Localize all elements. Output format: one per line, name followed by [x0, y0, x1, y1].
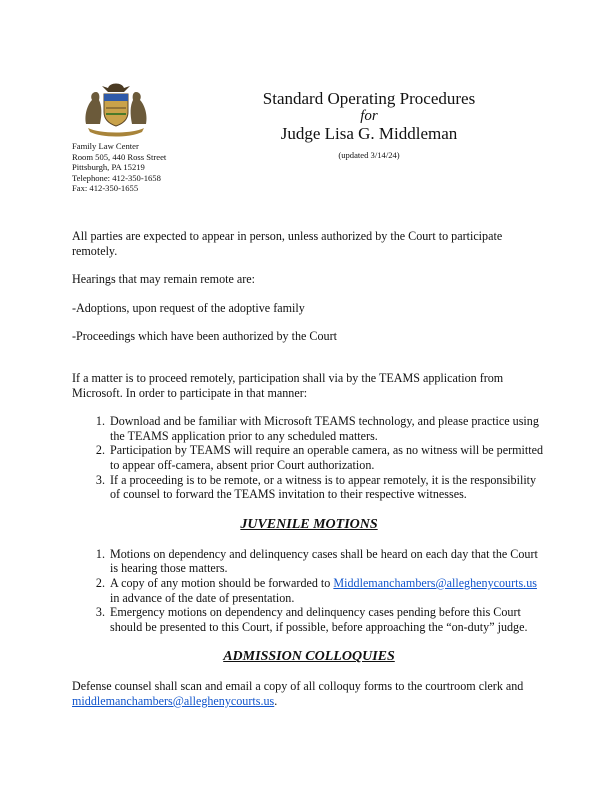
address-line: Fax: 412-350-1655 — [72, 183, 139, 194]
colloquies-paragraph — [72, 679, 546, 708]
paragraph-text: . — [274, 693, 278, 708]
judge-name: Judge Lisa G. Middleman — [280, 124, 458, 143]
chambers-email-link[interactable]: Middlemanchambers@alleghenycourts.us — [333, 575, 537, 590]
address-line: Telephone: 412-350-1658 — [72, 172, 161, 183]
intro-paragraph: -Proceedings which have been authorized by the Court — [72, 329, 337, 344]
juvenile-motions-list — [72, 547, 546, 635]
list-item — [108, 576, 546, 605]
list-item-text: in advance of the date of presentation. — [110, 590, 295, 605]
document-body — [72, 229, 546, 708]
intro-paragraph: All parties are expected to appear in person, unless authorized by the Court to participate remotely. — [72, 229, 503, 258]
title-block — [230, 89, 508, 160]
chambers-email-link[interactable]: middlemanchambers@alleghenycourts.us — [72, 693, 275, 708]
teams-instructions-list — [72, 414, 546, 502]
document-title: Standard Operating Procedures — [262, 89, 476, 108]
list-item: 3. If a proceeding is to be remote, or a witness is to appear remotely, it is the responsibility of counsel to forward the TEAMS invitation to their respective witnesses. — [108, 473, 546, 502]
court-seal-icon — [80, 78, 152, 138]
intro-paragraph: Hearings that may remain remote are: — [72, 272, 256, 287]
juvenile-motions-heading: JUVENILE MOTIONS — [240, 516, 378, 532]
list-item: 1. Download and be familiar with Microsoft TEAMS technology, and please practice using the TEAMS application prior to any scheduled matters. — [108, 414, 546, 443]
address-block — [72, 141, 166, 194]
intro-paragraph: -Adoptions, upon request of the adoptive family — [72, 300, 305, 315]
updated-date: (updated 3/14/24) — [338, 150, 400, 160]
list-item: 1. Motions on dependency and delinquency cases shall be heard on each day that the Court is hearing those matters. — [108, 547, 546, 576]
paragraph-text: Defense counsel shall scan and email a copy of all colloquy forms to the courtroom clerk and — [72, 679, 524, 694]
title-connector: for — [360, 108, 378, 124]
address-line: Room 505, 440 Ross Street — [72, 151, 167, 162]
list-item: 3. Emergency motions on dependency and delinquency cases pending before this Court should be presented to this Court, if possible, before approaching the “on-duty” judge. — [108, 605, 546, 634]
list-item: 2. Participation by TEAMS will require an operable camera, as no witness will be permitted to appear off-camera, absent prior Court authorization. — [108, 443, 546, 472]
admission-colloquies-heading: ADMISSION COLLOQUIES — [223, 649, 395, 665]
intro-paragraph: If a matter is to proceed remotely, participation shall via by the TEAMS application from Microsoft. In order to participate in that manner: — [72, 370, 504, 400]
list-item-text: A copy of any motion should be forwarded to — [110, 575, 331, 590]
address-line: Pittsburgh, PA 15219 — [72, 162, 145, 173]
address-line: Family Law Center — [72, 141, 139, 151]
